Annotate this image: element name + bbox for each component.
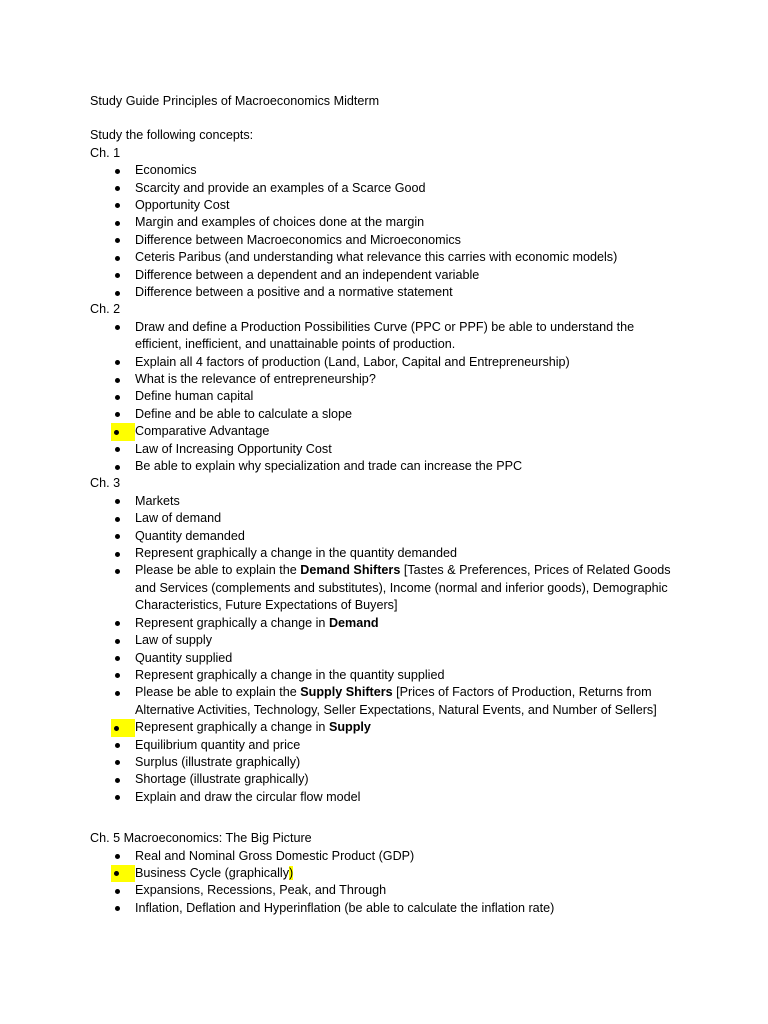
bullet-icon	[111, 865, 135, 882]
document-page	[90, 93, 690, 917]
bullet-icon	[112, 388, 126, 405]
bullet-icon	[112, 650, 126, 667]
list-item: Represent graphically a change in the quantity supplied	[90, 667, 690, 684]
list-item: Difference between a dependent and an independent variable	[90, 267, 690, 284]
bullet-icon	[112, 882, 126, 899]
chapter-3-heading: Ch. 3	[90, 476, 121, 491]
list-item: Margin and examples of choices done at the margin	[90, 214, 690, 231]
bullet-icon	[112, 214, 126, 231]
list-item-highlighted: Business Cycle (graphically)	[90, 865, 690, 882]
bullet-icon	[111, 719, 135, 736]
bullet-icon	[112, 684, 126, 701]
list-item: Real and Nominal Gross Domestic Product (GDP)	[90, 848, 690, 865]
list-item: Expansions, Recessions, Peak, and Through	[90, 882, 690, 899]
chapter-3-list	[90, 493, 690, 806]
list-item: Equilibrium quantity and price	[90, 737, 690, 754]
list-item: Opportunity Cost	[90, 197, 690, 214]
chapter-1-list	[90, 162, 690, 301]
list-item: Markets	[90, 493, 690, 510]
chapter-5-list	[90, 848, 690, 918]
bullet-icon	[112, 493, 126, 510]
bullet-icon	[112, 162, 126, 179]
list-item: Surplus (illustrate graphically)	[90, 754, 690, 771]
list-item: Be able to explain why specialization and trade can increase the PPC	[90, 458, 690, 475]
list-item: Shortage (illustrate graphically)	[90, 771, 690, 788]
list-item: What is the relevance of entrepreneurship?	[90, 371, 690, 388]
bullet-icon	[112, 197, 126, 214]
list-item: Law of demand	[90, 510, 690, 527]
list-item: Explain all 4 factors of production (Land, Labor, Capital and Entrepreneurship)	[90, 354, 690, 371]
bullet-icon	[112, 848, 126, 865]
list-item: Economics	[90, 162, 690, 179]
bullet-icon	[112, 632, 126, 649]
bullet-icon	[111, 423, 135, 440]
list-item: Please be able to explain the Supply Shifters [Prices of Factors of Production, Returns from Alternative Activities, Technology, Seller Expectations, Natural Events, and Number of Sellers]	[90, 684, 675, 719]
bullet-icon	[112, 458, 126, 475]
chapter-2-heading: Ch. 2	[90, 302, 121, 317]
bullet-icon	[112, 232, 126, 249]
chapter-5-heading: Ch. 5 Macroeconomics: The Big Picture	[90, 831, 312, 846]
list-item: Quantity demanded	[90, 528, 690, 545]
list-item: Difference between a positive and a normative statement	[90, 284, 690, 301]
bullet-icon	[112, 319, 126, 336]
bullet-icon	[112, 284, 126, 301]
list-item-highlighted: Comparative Advantage	[90, 423, 690, 440]
bullet-icon	[112, 180, 126, 197]
bullet-icon	[112, 562, 126, 579]
bullet-icon	[112, 789, 126, 806]
bullet-icon	[112, 406, 126, 423]
list-item: Inflation, Deflation and Hyperinflation (be able to calculate the inflation rate)	[90, 900, 690, 917]
list-item: Define and be able to calculate a slope	[90, 406, 690, 423]
chapter-2-list	[90, 319, 690, 476]
bullet-icon	[112, 545, 126, 562]
bullet-icon	[112, 354, 126, 371]
bullet-icon	[112, 771, 126, 788]
highlight-mark: )	[289, 865, 294, 880]
list-item-highlighted: Represent graphically a change in Supply	[90, 719, 690, 736]
intro-text: Study the following concepts:	[90, 128, 254, 143]
chapter-1-heading: Ch. 1	[90, 145, 121, 160]
bullet-icon	[112, 615, 126, 632]
list-item: Please be able to explain the Demand Shifters [Tastes & Preferences, Prices of Related Goods and Services (complements and substitutes), Income (normal and inferior goods), Demographic Characteristics, Future Expectations of Buyers]	[90, 562, 680, 614]
spacer	[90, 806, 690, 830]
bullet-icon	[112, 267, 126, 284]
bullet-icon	[112, 371, 126, 388]
list-item: Represent graphically a change in Demand	[90, 615, 690, 632]
document-title: Study Guide Principles of Macroeconomics Midterm	[90, 94, 380, 108]
bullet-icon	[112, 441, 126, 458]
list-item: Law of supply	[90, 632, 690, 649]
bullet-icon	[112, 900, 126, 917]
bullet-icon	[112, 754, 126, 771]
list-item: Represent graphically a change in the quantity demanded	[90, 545, 690, 562]
bullet-icon	[112, 249, 126, 266]
bullet-icon	[112, 510, 126, 527]
list-item: Difference between Macroeconomics and Microeconomics	[90, 232, 690, 249]
bullet-icon	[112, 737, 126, 754]
list-item: Ceteris Paribus (and understanding what relevance this carries with economic models)	[90, 249, 690, 266]
list-item: Draw and define a Production Possibilities Curve (PPC or PPF) be able to understand the efficient, inefficient, and unattainable points of production.	[90, 319, 645, 354]
bullet-icon	[112, 528, 126, 545]
list-item: Scarcity and provide an examples of a Scarce Good	[90, 180, 690, 197]
list-item: Explain and draw the circular flow model	[90, 789, 690, 806]
list-item: Quantity supplied	[90, 650, 690, 667]
list-item: Define human capital	[90, 388, 690, 405]
list-item: Law of Increasing Opportunity Cost	[90, 441, 690, 458]
bullet-icon	[112, 667, 126, 684]
